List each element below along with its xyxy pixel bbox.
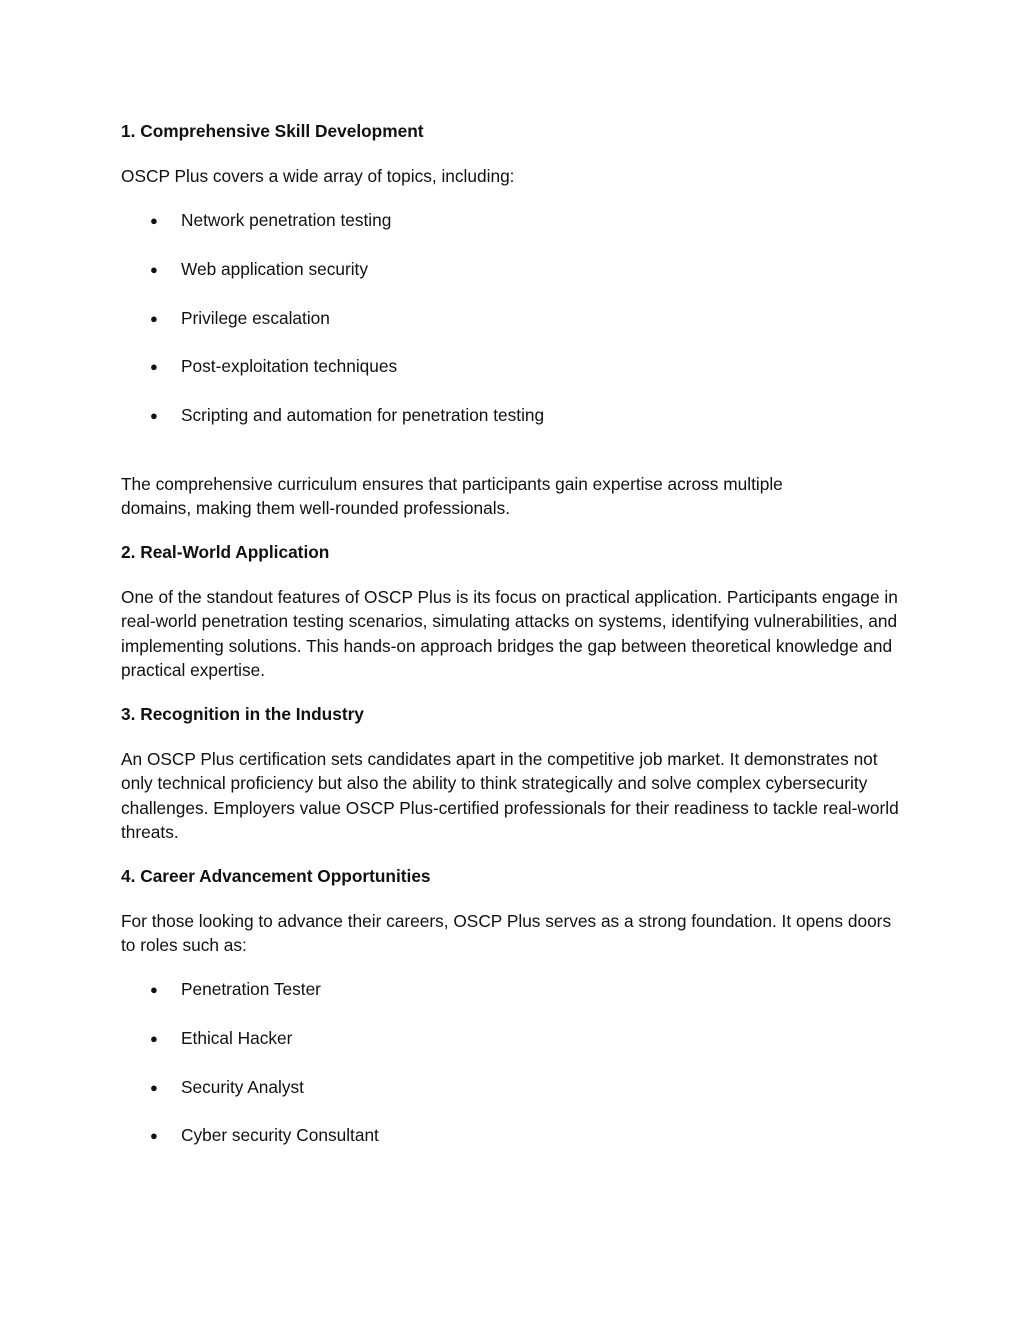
list-item	[150, 977, 321, 1002]
list-item	[150, 257, 368, 282]
bullet-icon: ●	[150, 262, 158, 277]
section-outro-skill-development: The comprehensive curriculum ensures that participants gain expertise across multiple domains, making them well-rounded professionals.	[121, 474, 783, 519]
section-body-industry-recognition: An OSCP Plus certification sets candidates apart in the competitive job market. It demonstrates not only technical proficiency but also the ability to think strategically and solve complex cybersecurity challenges. Employers value OSCP Plus-certified professionals for their readiness to tackle real-world threats.	[121, 749, 899, 842]
list-item	[150, 354, 397, 379]
list-item-text: Privilege escalation	[181, 308, 330, 328]
section-intro-career-advancement: For those looking to advance their careers, OSCP Plus serves as a strong foundation. It opens doors to roles such as:	[121, 911, 892, 956]
section-heading-industry-recognition: 3. Recognition in the Industry	[121, 704, 364, 724]
list-item	[150, 1075, 304, 1100]
bullet-icon: ●	[150, 359, 158, 374]
list-item	[150, 208, 391, 233]
list-item-text: Security Analyst	[181, 1077, 304, 1097]
bullet-icon: ●	[150, 1128, 158, 1143]
bullet-icon: ●	[150, 1080, 158, 1095]
section-heading-career-advancement: 4. Career Advancement Opportunities	[121, 866, 431, 886]
bullet-icon: ●	[150, 311, 158, 326]
list-item	[150, 306, 330, 331]
bullet-icon: ●	[150, 213, 158, 228]
list-item-text: Penetration Tester	[181, 979, 321, 999]
list-item	[150, 403, 544, 428]
list-item-text: Ethical Hacker	[181, 1028, 293, 1048]
section-body-real-world-application: One of the standout features of OSCP Plus is its focus on practical application. Participants engage in real-world penetration testing scenarios, simulating attacks on systems, identifying vulnerabilities, and implementing solutions. This hands-on approach bridges the gap between theoretical knowledge and practical expertise.	[121, 587, 898, 680]
list-item-text: Cyber security Consultant	[181, 1125, 379, 1145]
list-item-text: Web application security	[181, 259, 368, 279]
list-item-text: Network penetration testing	[181, 210, 392, 230]
bullet-icon: ●	[150, 1031, 158, 1046]
list-item	[150, 1123, 379, 1148]
list-item	[150, 1026, 292, 1051]
section-heading-real-world-application: 2. Real-World Application	[121, 542, 330, 562]
section-heading-skill-development: 1. Comprehensive Skill Development	[121, 121, 424, 141]
section-intro-skill-development: OSCP Plus covers a wide array of topics, including:	[121, 166, 515, 186]
list-item-text: Post-exploitation techniques	[181, 356, 398, 376]
list-item-text: Scripting and automation for penetration testing	[181, 405, 545, 425]
bullet-icon: ●	[150, 408, 158, 423]
bullet-icon: ●	[150, 982, 158, 997]
